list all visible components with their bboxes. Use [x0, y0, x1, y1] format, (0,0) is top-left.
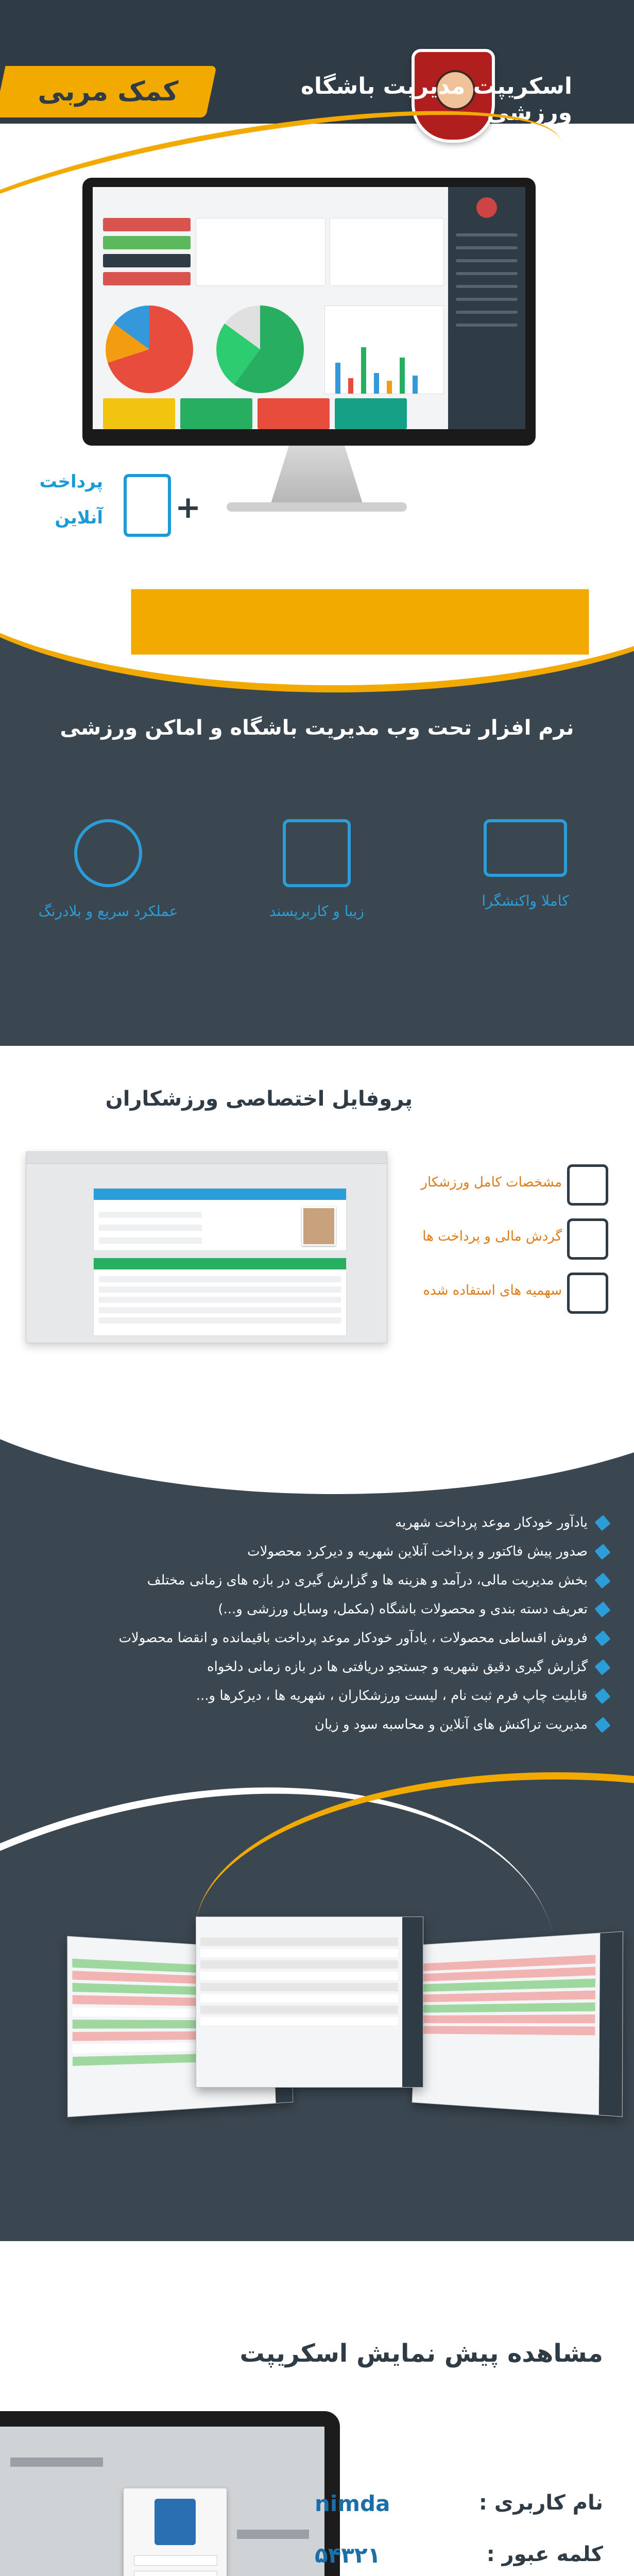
password-label: کلمه عبور : — [486, 2543, 603, 2566]
browser-bar — [26, 1152, 387, 1164]
profile-feature-label: سهمیه های استفاده شده — [423, 1283, 562, 1298]
gym-logo-icon — [155, 2499, 196, 2545]
pencil-icon — [595, 1659, 611, 1675]
username-value: nimda — [315, 2491, 390, 2516]
features-heading: نرم افزار تحت وب مدیریت باشگاه و اماکن ورزشی — [60, 716, 574, 740]
username-input[interactable] — [134, 2555, 217, 2566]
decorative-arc — [0, 582, 634, 692]
plus-icon: + — [175, 489, 201, 526]
page-title: اسکریپت مدیریت باشگاه ورزشی — [300, 73, 572, 126]
password-value: ۵۴۳۲۱ — [315, 2543, 381, 2568]
username-label: نام کاربری : — [478, 2491, 603, 2515]
mobile-payment-icon — [124, 474, 171, 537]
list-item: مدیریت تراکنش های آنلاین و محاسبه سود و زیان — [16, 1717, 608, 1745]
speed-gauge-icon — [74, 819, 142, 887]
profile-screenshot — [26, 1151, 387, 1343]
list-item: تعریف دسته بندی و محصولات باشگاه (مکمل، وسایل ورزشی و...) — [16, 1601, 608, 1630]
demo-section — [0, 2241, 634, 2576]
username-row — [315, 2491, 603, 2527]
percent-ticket-icon — [567, 1273, 608, 1314]
profile-feature-label: مشخصات کامل ورزشکار — [421, 1175, 562, 1190]
feature-user-friendly — [239, 819, 394, 920]
feature-list-section — [0, 1401, 634, 2241]
avatar — [476, 197, 497, 218]
feature-label: زیبا و کاربرپسند — [269, 903, 365, 920]
pencil-icon — [595, 1717, 611, 1733]
pencil-icon — [595, 1544, 611, 1560]
list-item: قابلیت چاپ فرم ثبت نام ، لیست ورزشکاران ، شهریه ها ، دیرکرها و... — [16, 1688, 608, 1717]
feature-list — [16, 1515, 608, 1745]
payment-line-2: آنلاین — [55, 507, 103, 528]
pencil-icon — [595, 1601, 611, 1617]
responsive-devices-icon — [484, 819, 567, 877]
profile-feature — [397, 1218, 613, 1260]
feature-responsive — [448, 819, 603, 909]
decorative-arc — [0, 1401, 634, 1494]
user-check-icon — [567, 1164, 608, 1206]
dashboard-screenshot — [93, 187, 525, 429]
demo-heading: مشاهده پیش نمایش اسکریپت — [239, 2339, 603, 2368]
screenshot-right — [412, 1931, 623, 2117]
monitor-stand — [270, 446, 363, 505]
feature-speed — [31, 819, 185, 920]
features-section — [0, 582, 634, 1046]
dashboard-sidebar — [448, 187, 525, 429]
user-friendly-icon — [283, 819, 351, 887]
login-form — [124, 2488, 227, 2576]
pencil-icon — [595, 1688, 611, 1704]
payment-line-1: پرداخت — [39, 471, 103, 492]
laptop-mockup — [0, 2411, 340, 2576]
online-payment-badge — [21, 464, 201, 546]
profile-feature-label: گردش مالی و پرداخت ها — [422, 1229, 562, 1244]
list-item: فروش اقساطی محصولات ، یادآور خودکار موعد پرداخت باقیمانده و انقضا محصولات — [16, 1630, 608, 1659]
profile-heading: پروفایل اختصاصی ورزشکاران — [105, 1087, 413, 1111]
list-item: گزارش گیری دقیق شهریه و جستجو دریافتی ها در بازه زمانی دلخواه — [16, 1659, 608, 1688]
login-screenshot — [0, 2427, 324, 2576]
profile-feature — [397, 1273, 613, 1314]
payment-card-icon — [567, 1218, 608, 1260]
hero-section — [0, 0, 634, 582]
monitor-mockup — [82, 178, 536, 446]
pencil-icon — [595, 1630, 611, 1646]
list-item: یادآور خودکار موعد پرداخت شهریه — [16, 1515, 608, 1544]
brand-name: کمک مربی — [38, 76, 179, 107]
profile-feature — [397, 1164, 613, 1206]
profile-section — [0, 1046, 634, 1401]
password-row — [315, 2543, 603, 2576]
feature-label: کاملا واکنشگرا — [482, 892, 569, 909]
pencil-icon — [595, 1572, 611, 1588]
list-item: بخش مدیریت مالی، درآمد و هزینه ها و گزارش گیری در بازه های زمانی مختلف — [16, 1572, 608, 1601]
pencil-icon — [595, 1515, 611, 1531]
feature-label: عملکرد سریع و بلادرنگ — [38, 903, 178, 920]
screenshot-center — [196, 1917, 423, 2088]
monitor-foot — [227, 502, 407, 512]
list-item: صدور پیش فاکتور و پرداخت آنلاین شهریه و دیرکرد محصولات — [16, 1544, 608, 1572]
password-input[interactable] — [134, 2571, 217, 2576]
